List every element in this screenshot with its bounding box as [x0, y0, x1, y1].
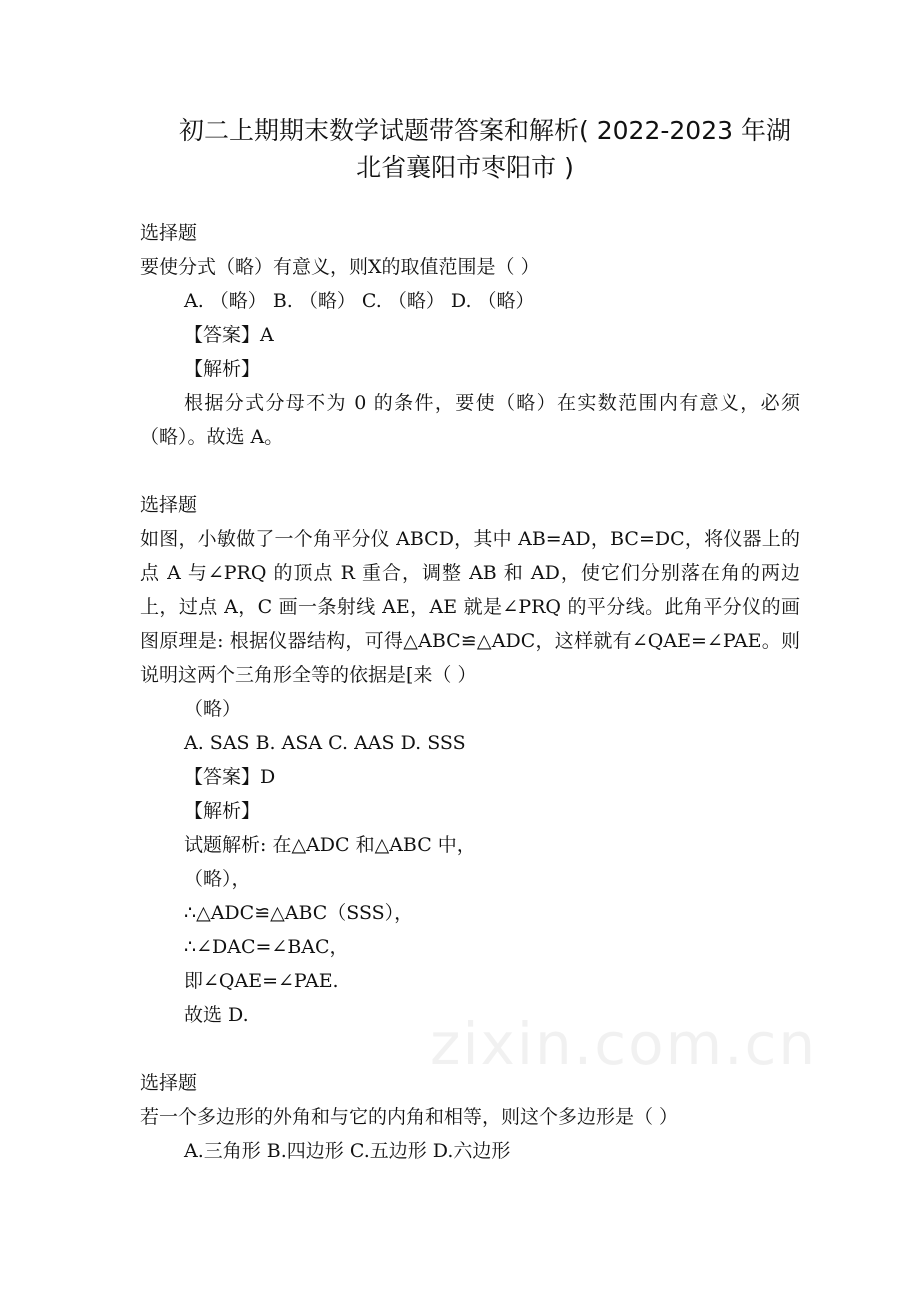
question-1	[140, 216, 800, 454]
analysis-line: 即∠QAE=∠PAE.	[184, 970, 339, 992]
document-title	[140, 112, 830, 186]
analysis-line: ∴∠DAC=∠BAC，	[184, 936, 349, 958]
question-stem: 如图，小敏做了一个角平分仪 ABCD，其中 AB=AD，BC=DC，将仪器上的点 A 与∠PRQ 的顶点 R 重合，调整 AB 和 AD，使它们分别落在角的两边上，过点 A，C 画一条射线 AE，AE 就是∠PRQ 的平分线。此角平分仪的画图原理是: 根据仪器结构，可得△ABC≌△ADC，这样就有∠QAE=∠PAE。则说明这两个三角形全等的依据是[来（ ）	[140, 528, 800, 686]
title-line-2: 北省襄阳市枣阳市 )	[356, 153, 574, 182]
question-stem: 要使分式（略）有意义，则X的取值范围是（ ）	[140, 256, 540, 278]
question-options: A.三角形 B.四边形 C.五边形 D.六边形	[184, 1140, 511, 1162]
analysis-heading: 【解析】	[184, 358, 261, 380]
question-figure-placeholder: （略）	[184, 698, 242, 720]
question-stem: 若一个多边形的外角和与它的内角和相等，则这个多边形是（ ）	[140, 1106, 679, 1128]
answer: 【答案】A	[184, 324, 274, 346]
question-2	[140, 488, 800, 1032]
analysis-heading: 【解析】	[184, 800, 261, 822]
question-options: A. （略） B. （略） C. （略） D. （略）	[184, 290, 535, 312]
question-type: 选择题	[140, 494, 198, 516]
question-type: 选择题	[140, 222, 198, 244]
document-body	[140, 216, 800, 1202]
question-options: A. SAS B. ASA C. AAS D. SSS	[184, 732, 466, 754]
question-type: 选择题	[140, 1072, 198, 1094]
analysis-line: 故选 D.	[184, 1004, 249, 1026]
watermark: zixin.com.cn	[430, 1010, 818, 1078]
answer: 【答案】D	[184, 766, 276, 788]
analysis-line: ∴△ADC≌△ABC（SSS），	[184, 902, 414, 924]
question-3	[140, 1066, 800, 1168]
analysis-line: （略），	[184, 868, 251, 890]
analysis-text: 根据分式分母不为 0 的条件，要使（略）在实数范围内有意义，必须（略）。故选 A。	[140, 392, 800, 448]
analysis-line: 试题解析: 在△ADC 和△ABC 中，	[184, 834, 476, 856]
title-line-1: 初二上期期末数学试题带答案和解析( 2022-2023 年湖	[179, 116, 791, 145]
